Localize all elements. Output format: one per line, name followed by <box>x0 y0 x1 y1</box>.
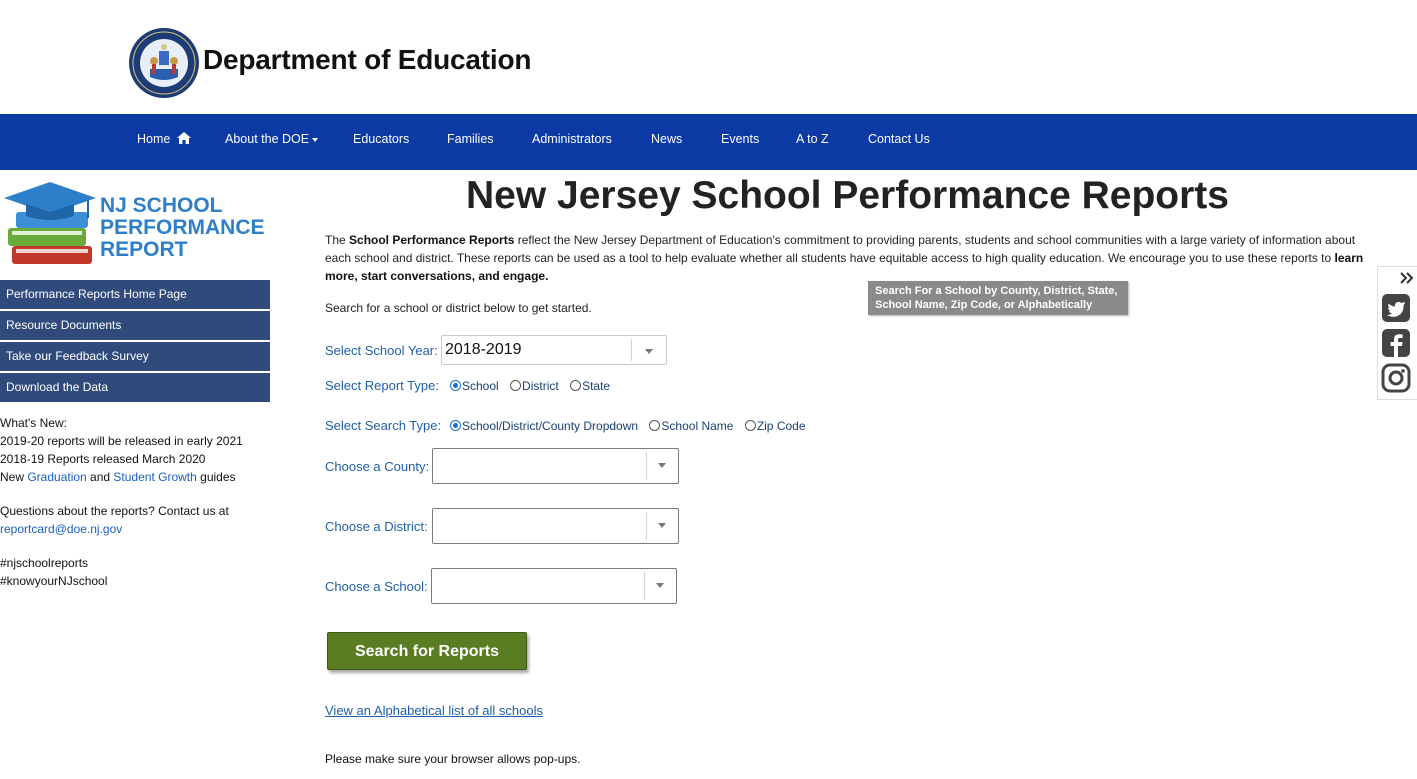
whats-new-line-3 <box>0 468 270 486</box>
facebook-icon[interactable] <box>1381 328 1411 358</box>
radio-selected-icon[interactable] <box>450 380 461 391</box>
radio-selected-icon[interactable] <box>450 420 461 431</box>
intro-bold-2: learn more, start conversations, and engage. <box>325 251 1364 283</box>
nj-state-seal-icon[interactable] <box>128 27 200 99</box>
report-type-school-option[interactable] <box>450 379 499 393</box>
intro-paragraph <box>325 231 1365 285</box>
nav-about-doe[interactable] <box>225 114 318 170</box>
home-icon <box>177 132 191 144</box>
hashtag-2: #knowyourNJschool <box>0 574 108 588</box>
department-title[interactable]: Department of Education <box>203 44 532 75</box>
whats-new-line-2: 2018-19 Reports released March 2020 <box>0 452 206 466</box>
nav-events[interactable]: Events <box>721 132 760 146</box>
school-year-value: 2018-2019 <box>445 341 522 358</box>
graduation-link[interactable]: Graduation <box>27 470 87 484</box>
caret-down-icon <box>312 138 318 142</box>
chevron-down-icon <box>645 349 653 354</box>
search-type-school-name-label: School Name <box>661 419 734 433</box>
radio-unselected-icon[interactable] <box>649 420 660 431</box>
district-select[interactable] <box>432 508 679 544</box>
hashtags-block <box>0 554 270 590</box>
chevron-down-icon <box>658 523 666 528</box>
books-graduation-cap-icon <box>2 180 98 272</box>
nav-news[interactable]: News <box>651 132 683 146</box>
county-label: Choose a County: <box>325 459 430 474</box>
search-for-reports-button[interactable]: Search for Reports <box>327 632 527 670</box>
contact-block <box>0 502 270 538</box>
logo-line-3: REPORT <box>100 238 188 261</box>
radio-unselected-icon[interactable] <box>510 380 521 391</box>
logo-line-1: NJ SCHOOL <box>100 194 223 217</box>
logo-line-2: PERFORMANCE <box>100 216 265 239</box>
social-share-bar <box>1377 266 1417 400</box>
twitter-icon[interactable] <box>1381 293 1411 323</box>
student-growth-link[interactable]: Student Growth <box>113 470 197 484</box>
intro-part-2: reflect the New Jersey Department of Education's commitment to providing parents, students and school communities with a large variety of information about each school and district. These reports can be used as a tool to help evaluate whether all students have equitable access to high quality education. We encourage you to use these reports to <box>325 233 1356 265</box>
site-header <box>0 0 1417 114</box>
search-type-dropdown-option[interactable] <box>450 419 638 433</box>
whats-new-line-1: 2019-20 reports will be released in early 2021 <box>0 434 243 448</box>
county-select[interactable] <box>432 448 679 484</box>
instagram-icon[interactable] <box>1381 363 1411 393</box>
search-tooltip: Search For a School by County, District, State, School Name, Zip Code, or Alphabetically <box>868 281 1128 315</box>
contact-email-link[interactable]: reportcard@doe.nj.gov <box>0 522 123 536</box>
nav-a-to-z[interactable]: A to Z <box>796 132 829 146</box>
intro-part-1: The <box>325 233 350 247</box>
chevron-down-icon <box>658 463 666 468</box>
sidebar-info <box>0 414 270 606</box>
whats-new-block <box>0 414 270 486</box>
sidebar-menu <box>0 280 270 404</box>
dropdown-divider <box>646 512 647 540</box>
report-type-state-label: State <box>582 379 611 393</box>
nav-administrators[interactable]: Administrators <box>532 132 612 146</box>
report-type-label: Select Report Type: <box>325 378 439 393</box>
intro-bold-1: School Performance Reports <box>349 233 515 247</box>
nj-school-performance-report-logo[interactable] <box>2 180 270 272</box>
collapse-chevrons-icon[interactable] <box>1400 272 1414 284</box>
search-type-label: Select Search Type: <box>325 418 442 433</box>
search-type-radio-group <box>450 419 814 433</box>
school-year-label: Select School Year: <box>325 343 438 358</box>
sidebar-item-feedback-survey[interactable]: Take our Feedback Survey <box>0 342 270 371</box>
report-type-radio-group <box>450 379 618 393</box>
report-type-district-label: District <box>522 379 559 393</box>
page-title: New Jersey School Performance Reports <box>466 174 1229 217</box>
line3-mid: and <box>86 470 114 484</box>
search-type-school-name-option[interactable] <box>649 419 733 433</box>
sidebar-item-resource-documents[interactable]: Resource Documents <box>0 311 270 340</box>
nav-home-label: Home <box>137 132 171 146</box>
radio-unselected-icon[interactable] <box>570 380 581 391</box>
dropdown-divider <box>646 452 647 480</box>
sidebar-item-download-data[interactable]: Download the Data <box>0 373 270 402</box>
line3-prefix: New <box>0 470 28 484</box>
report-type-state-option[interactable] <box>570 379 610 393</box>
nav-families[interactable]: Families <box>447 132 494 146</box>
search-type-zip-code-label: Zip Code <box>756 419 806 433</box>
nav-educators[interactable]: Educators <box>353 132 410 146</box>
whats-new-heading: What's New: <box>0 416 67 430</box>
school-year-select[interactable] <box>441 335 667 365</box>
line3-suffix: guides <box>196 470 236 484</box>
main-nav <box>0 114 1417 170</box>
district-label: Choose a District: <box>325 519 428 534</box>
report-type-school-label: School <box>462 379 499 393</box>
radio-unselected-icon[interactable] <box>745 420 756 431</box>
popup-note: Please make sure your browser allows pop-ups. <box>325 752 581 766</box>
search-type-zip-code-option[interactable] <box>745 419 806 433</box>
report-type-district-option[interactable] <box>510 379 559 393</box>
dropdown-divider <box>631 339 632 361</box>
hashtag-1: #njschoolreports <box>0 556 89 570</box>
nav-home[interactable] <box>137 114 191 170</box>
nav-about-label: About the DOE <box>225 132 310 146</box>
nav-contact-us[interactable]: Contact Us <box>868 132 930 146</box>
dropdown-divider <box>644 572 645 600</box>
alphabetical-list-link[interactable]: View an Alphabetical list of all schools <box>325 703 543 718</box>
school-select[interactable] <box>431 568 677 604</box>
school-label: Choose a School: <box>325 579 428 594</box>
chevron-down-icon <box>656 583 664 588</box>
contact-text: Questions about the reports? Contact us at <box>0 504 229 518</box>
search-type-dropdown-label: School/District/County Dropdown <box>462 419 639 433</box>
search-hint: Search for a school or district below to get started. <box>325 301 592 315</box>
sidebar-item-reports-home[interactable]: Performance Reports Home Page <box>0 280 270 309</box>
